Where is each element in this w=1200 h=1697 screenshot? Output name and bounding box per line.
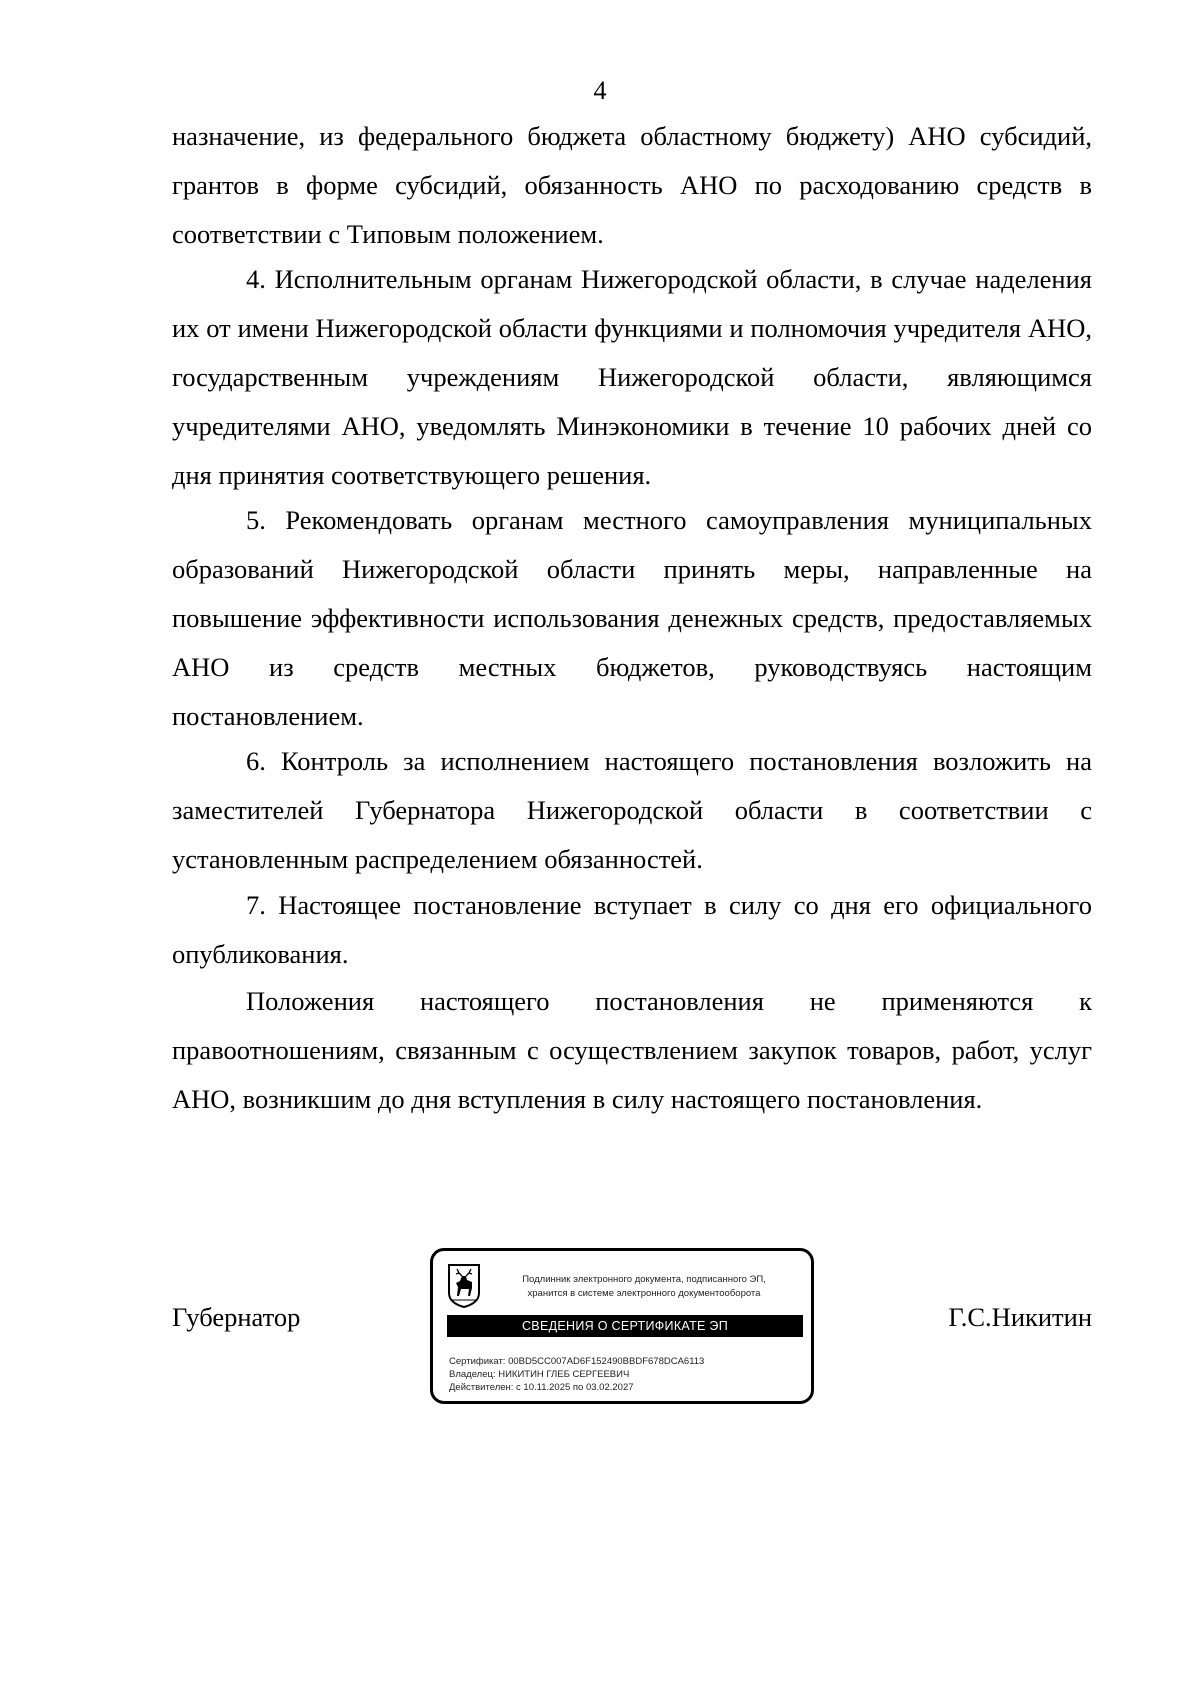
certificate-serial: Сертификат: 00BD5CC007AD6F152490BBDF678DCA6113	[449, 1356, 705, 1367]
stamp-notice-line-2: хранится в системе электронного документооборота	[527, 1288, 761, 1299]
stamp-notice-line-1: Подлинник электронного документа, подписанного ЭП,	[522, 1274, 766, 1285]
paragraph-continuation: назначение, из федерального бюджета областному бюджету) АНО субсидий, грантов в форме субсидий, обязанность АНО по расходованию средств в соответствии с Типовым положением.	[172, 121, 1092, 249]
paragraph-item-4: 4. Исполнительным органам Нижегородской области, в случае наделения их от имени Нижегородской области функциями и полномочия учредителя АНО, государственным учреждениям Нижегородской области, являющимся учредителями АНО, уведомлять Минэкономики в течение 10 рабочих дней со дня принятия соответствующего решения.	[172, 264, 1092, 490]
certificate-header: СВЕДЕНИЯ О СЕРТИФИКАТЕ ЭП	[447, 1315, 803, 1337]
certificate-validity: Действителен: с 10.11.2025 по 03.02.2027	[449, 1382, 634, 1393]
e-signature-stamp	[430, 1248, 814, 1404]
signatory-name: Г.С.Никитин	[948, 1302, 1092, 1332]
stamp-notice	[491, 1273, 797, 1301]
certificate-owner: Владелец: НИКИТИН ГЛЕБ СЕРГЕЕВИЧ	[449, 1369, 630, 1380]
paragraph-item-6: 6. Контроль за исполнением настоящего постановления возложить на заместителей Губернатора Нижегородской области в соответствии с установленным распределением обязанностей.	[172, 746, 1092, 874]
paragraph-provisions: Положения настоящего постановления не применяются к правоотношениям, связанным с осуществлением закупок товаров, работ, услуг АНО, возникшим до дня вступления в силу настоящего постановления.	[172, 986, 1092, 1114]
paragraph-item-5: 5. Рекомендовать органам местного самоуправления муниципальных образований Нижегородской области принять меры, направленные на повышение эффективности использования денежных средств, предоставляемых АНО из средств местных бюджетов, руководствуясь настоящим постановлением.	[172, 505, 1092, 731]
paragraph-item-7: 7. Настоящее постановление вступает в силу со дня его официального опубликования.	[172, 890, 1092, 969]
certificate-details	[449, 1355, 704, 1394]
signatory-position: Губернатор	[172, 1302, 301, 1332]
page-number: 4	[593, 76, 607, 105]
deer-coat-of-arms-icon	[447, 1263, 481, 1309]
